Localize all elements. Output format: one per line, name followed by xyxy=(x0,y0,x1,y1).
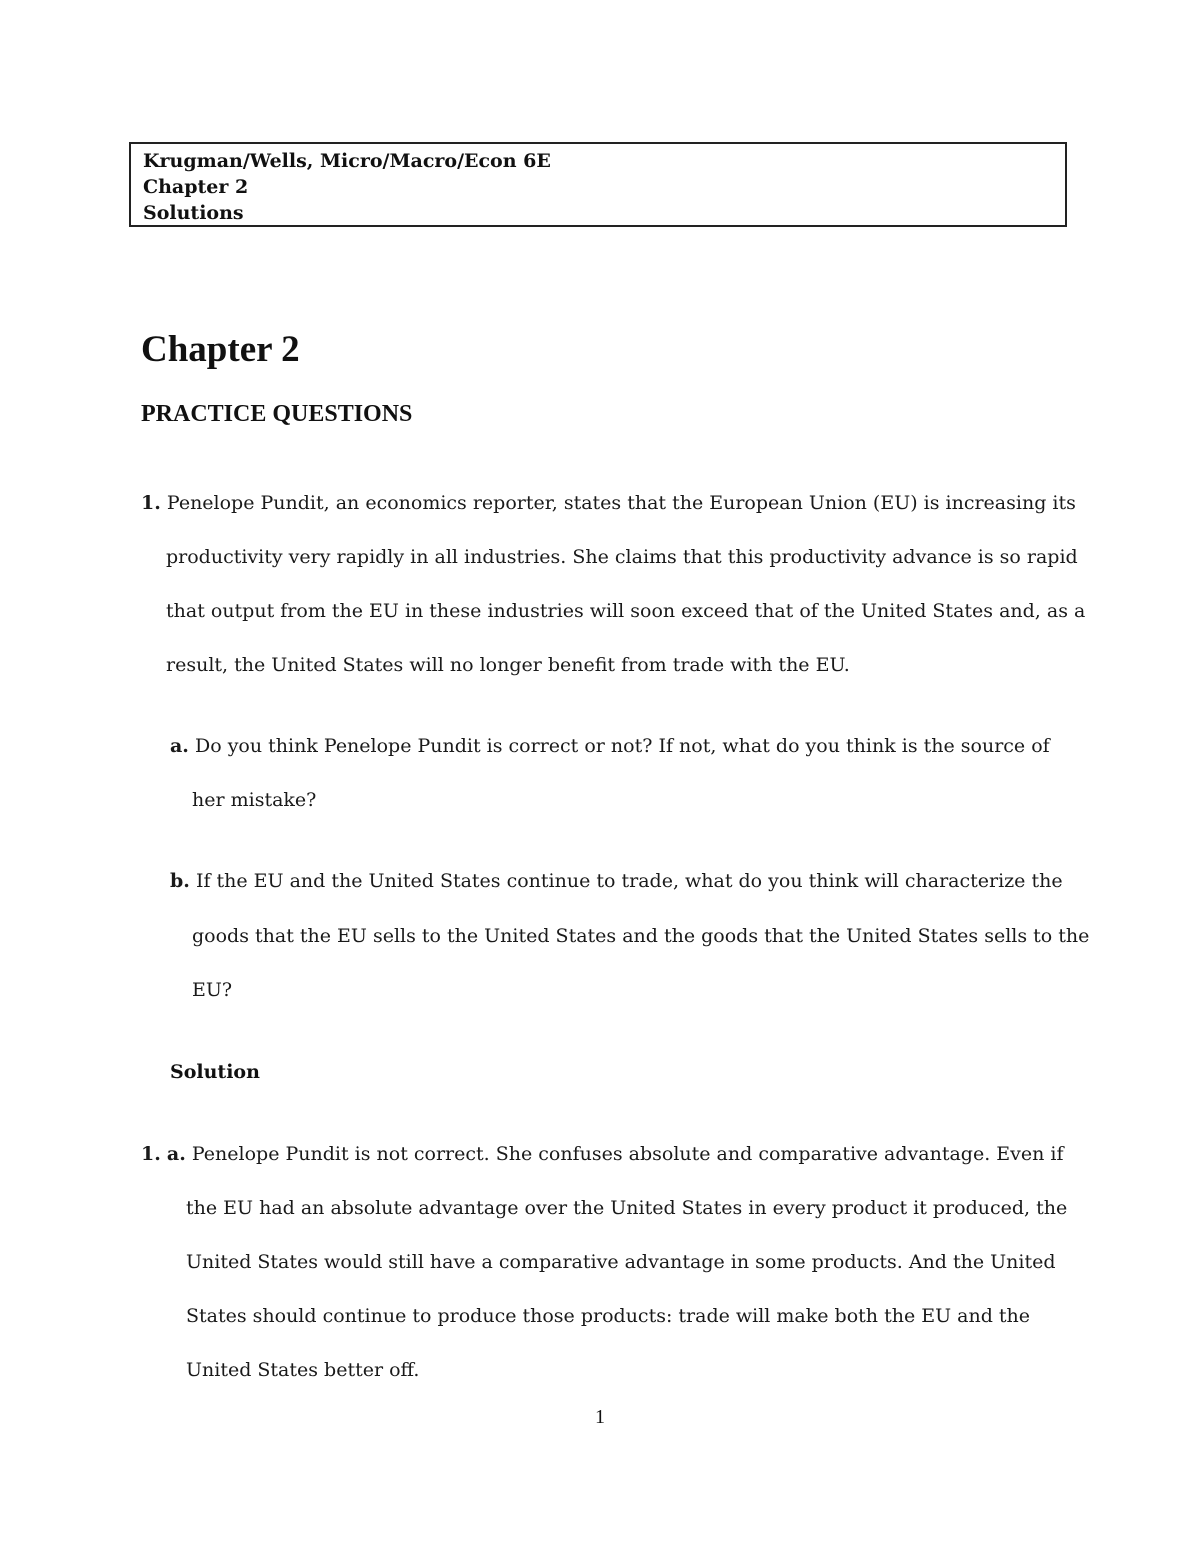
solution-heading: Solution xyxy=(170,1061,260,1083)
solution-part-marker: a. xyxy=(166,1143,186,1165)
question-text-line: Penelope Pundit, an economics reporter, states that the European Union (EU) is increasing its xyxy=(166,492,1076,514)
solution-text-line: States should continue to produce those products: trade will make both the EU and the xyxy=(186,1305,1031,1327)
part-a-text-line: her mistake? xyxy=(192,789,317,811)
header-solutions: Solutions xyxy=(143,202,244,224)
page-number: 1 xyxy=(595,1406,605,1428)
question-text-line: productivity very rapidly in all industries. She claims that this productivity advance is so rapid xyxy=(166,546,1078,568)
part-a-text-line: Do you think Penelope Pundit is correct or not? If not, what do you think is the source of xyxy=(194,735,1050,757)
part-b-text-line: goods that the EU sells to the United States and the goods that the United States sells to the xyxy=(192,925,1090,947)
part-b-text-line: EU? xyxy=(192,979,233,1001)
question-1-first-line xyxy=(141,490,1076,516)
header-course-title: Krugman/Wells, Micro/Macro/Econ 6E xyxy=(143,150,551,172)
solution-1a-first-line xyxy=(141,1141,1064,1167)
question-text-line: that output from the EU in these industries will soon exceed that of the United States and, as a xyxy=(166,600,1086,622)
document-header-box xyxy=(129,142,1067,227)
question-number: 1. xyxy=(141,492,161,514)
solution-number: 1. xyxy=(141,1143,161,1165)
part-a-marker: a. xyxy=(170,735,189,757)
part-b-text-line: If the EU and the United States continue to trade, what do you think will characterize the xyxy=(195,870,1063,892)
question-part-a-first-line xyxy=(170,733,1050,759)
solution-text-line: the EU had an absolute advantage over the United States in every product it produced, the xyxy=(186,1197,1068,1219)
chapter-title: Chapter 2 xyxy=(141,329,300,370)
header-chapter: Chapter 2 xyxy=(143,176,249,198)
section-heading: PRACTICE QUESTIONS xyxy=(141,401,413,427)
solution-text-line: United States would still have a comparative advantage in some products. And the United xyxy=(186,1251,1056,1273)
solution-text-line: Penelope Pundit is not correct. She confuses absolute and comparative advantage. Even if xyxy=(191,1143,1064,1165)
part-b-marker: b. xyxy=(170,870,190,892)
solution-text-line: United States better off. xyxy=(186,1359,420,1381)
question-part-b-first-line xyxy=(170,868,1063,894)
question-text-line: result, the United States will no longer benefit from trade with the EU. xyxy=(166,654,850,676)
